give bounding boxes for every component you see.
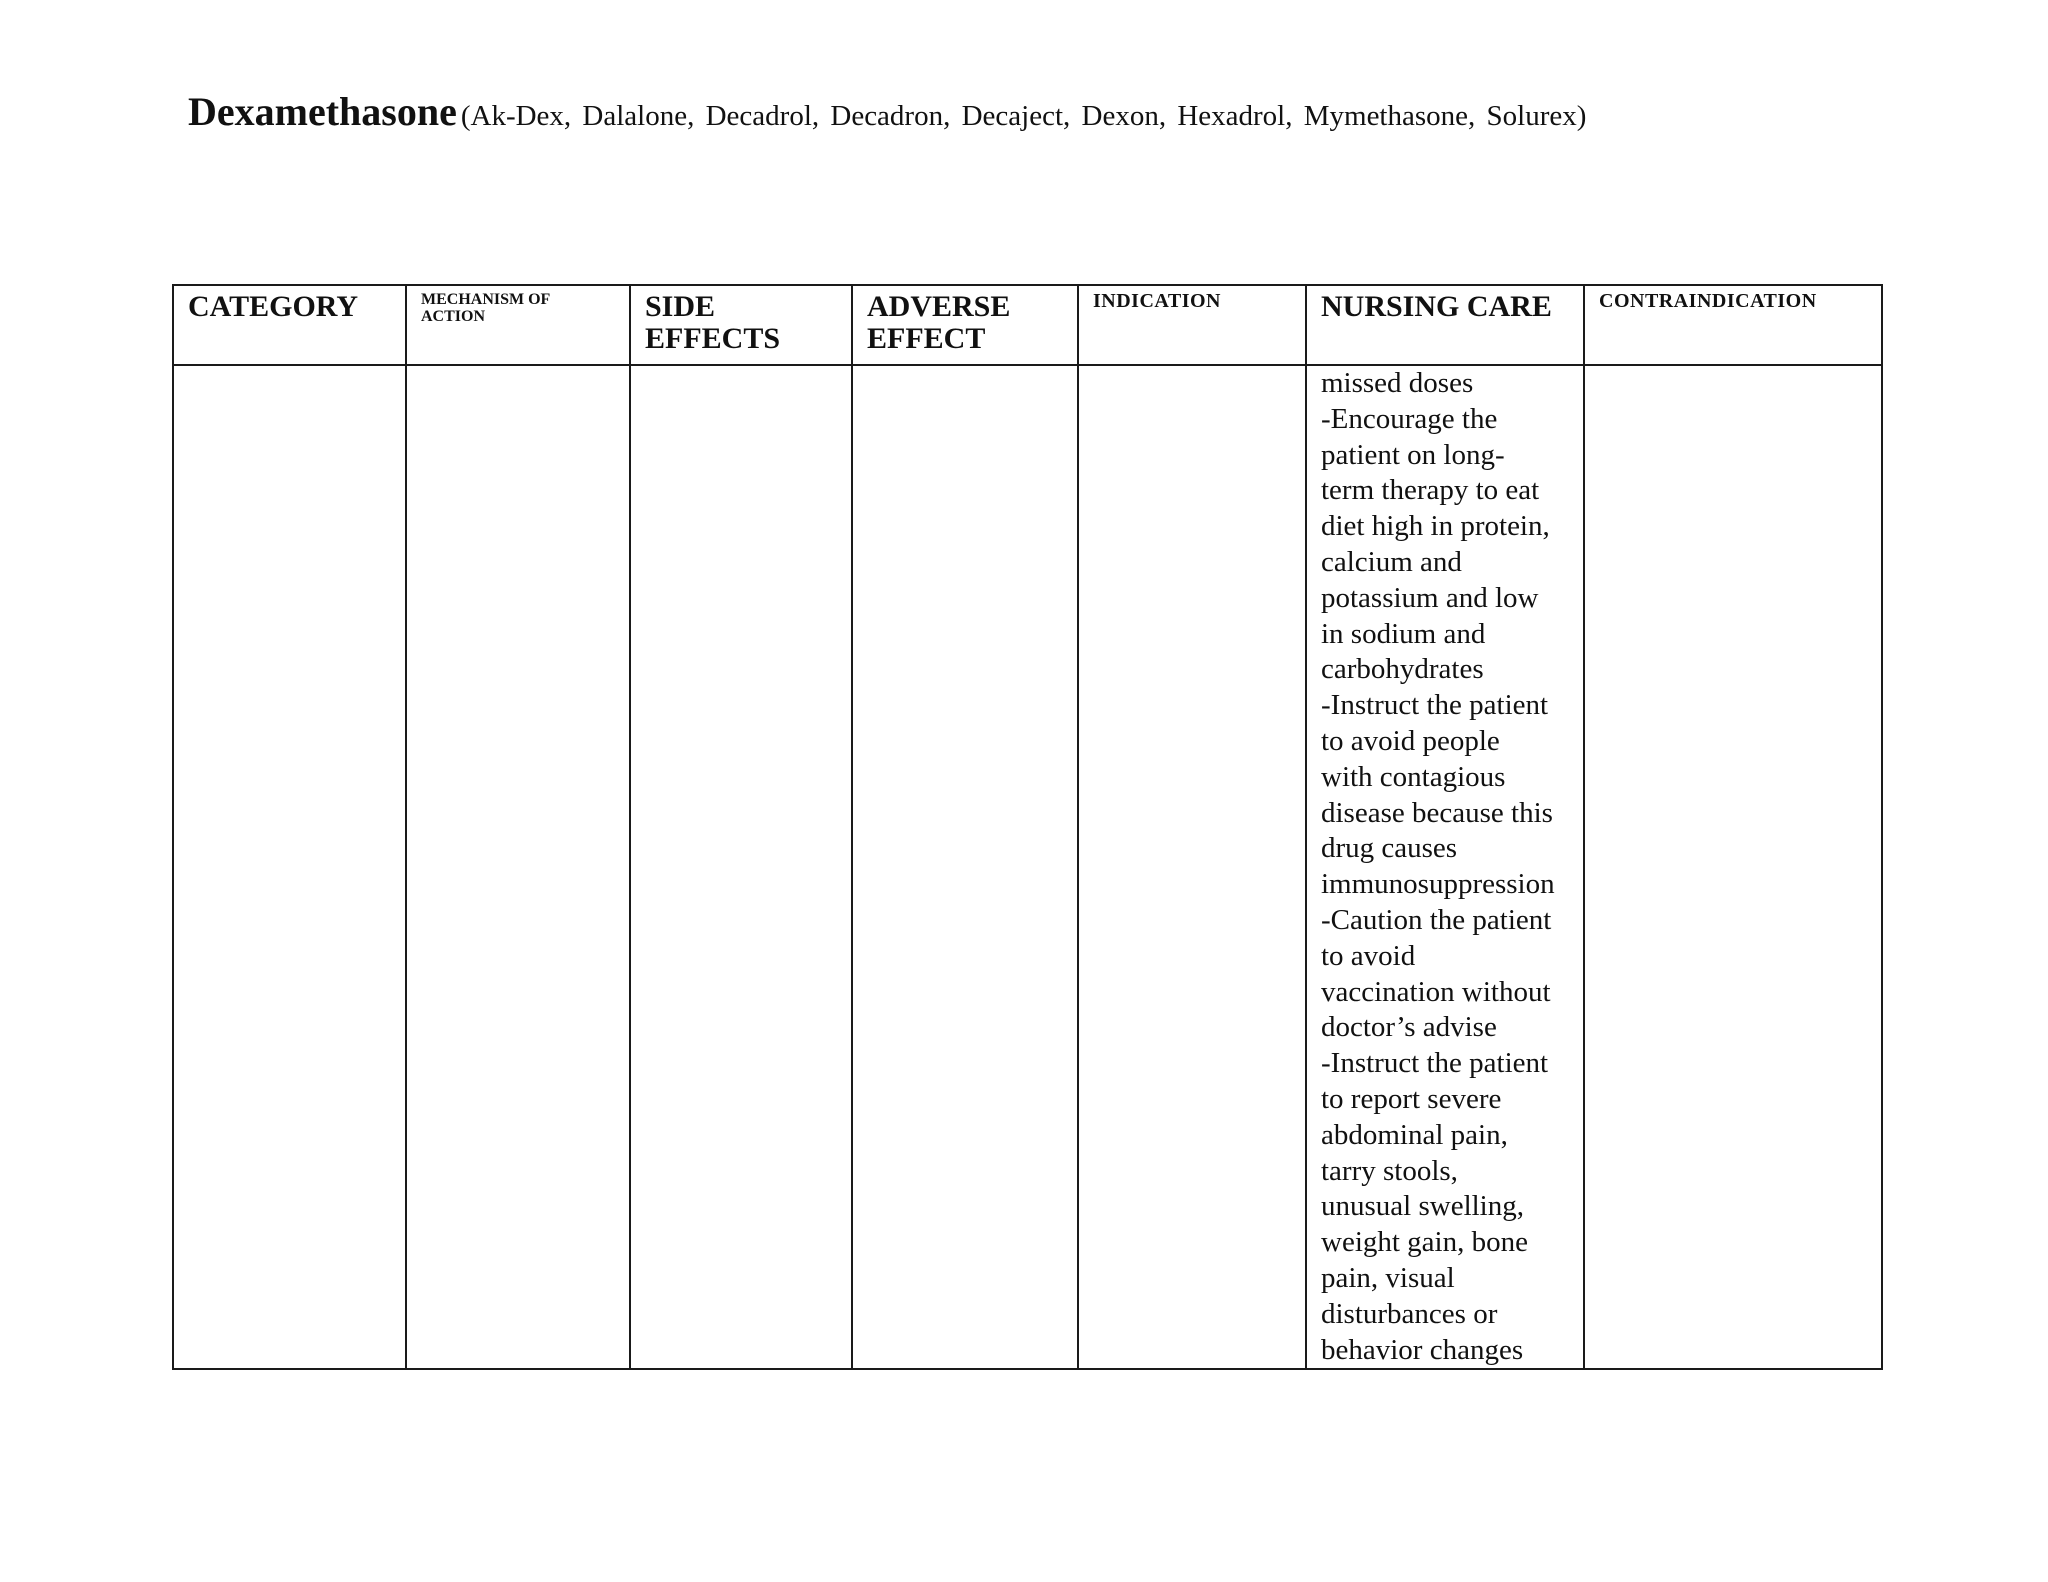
table-row (173, 365, 1882, 1369)
nursing-care-line: behavior changes (1321, 1333, 1524, 1366)
nursing-care-line: drug causes (1321, 832, 1458, 865)
nursing-care-line: in sodium and (1321, 617, 1486, 650)
nursing-care-line: potassium and low (1321, 581, 1539, 614)
nursing-care-line: carbohydrates (1321, 653, 1484, 686)
nursing-care-line: to avoid (1321, 939, 1416, 972)
nursing-care-line: to report severe (1321, 1082, 1502, 1115)
header-nursing-care (1306, 285, 1584, 365)
header-indication-label: INDICATION (1093, 290, 1221, 312)
nursing-care-line: -Instruct the patient (1321, 689, 1549, 722)
header-mechanism-label-line1: MECHANISM OF (421, 291, 551, 308)
nursing-care-line: -Instruct the patient (1321, 1047, 1549, 1080)
cell-nursing-care (1306, 365, 1584, 1369)
header-side-effects-line2: EFFECTS (645, 322, 781, 356)
nursing-care-line: with contagious (1321, 760, 1506, 793)
header-mechanism-label-line2: ACTION (421, 308, 486, 326)
nursing-care-line: patient on long- (1321, 438, 1505, 471)
header-category (173, 285, 406, 365)
drug-info-table (172, 284, 1883, 1370)
table-header-row (173, 285, 1882, 365)
drug-name: Dexamethasone (188, 89, 457, 134)
header-side-effects (630, 285, 852, 365)
nursing-care-line: diet high in protein, (1321, 510, 1550, 543)
nursing-care-line: missed doses (1321, 367, 1474, 399)
nursing-care-line: disturbances or (1321, 1297, 1498, 1330)
header-adverse-effect (852, 285, 1078, 365)
header-adverse-effect-line1: ADVERSE (867, 290, 1011, 323)
nursing-care-line: pain, visual (1321, 1261, 1455, 1294)
cell-contraindication (1584, 365, 1882, 1369)
nursing-care-line: unusual swelling, (1321, 1190, 1524, 1223)
nursing-care-line: disease because this (1321, 796, 1553, 829)
cell-adverse-effect (852, 365, 1078, 1369)
cell-indication (1078, 365, 1306, 1369)
nursing-care-line: immunosuppression (1321, 868, 1555, 901)
nursing-care-line: to avoid people (1321, 724, 1500, 757)
header-indication (1078, 285, 1306, 365)
nursing-care-line: term therapy to eat (1321, 474, 1540, 507)
nursing-care-line: tarry stools, (1321, 1154, 1458, 1187)
header-side-effects-line1: SIDE (645, 290, 716, 323)
cell-category (173, 365, 406, 1369)
header-category-label: CATEGORY (188, 290, 359, 323)
nursing-care-line: abdominal pain, (1321, 1118, 1508, 1151)
header-adverse-effect-line2: EFFECT (867, 322, 986, 356)
header-contraindication-label: CONTRAINDICATION (1599, 290, 1817, 312)
nursing-care-line: -Caution the patient (1321, 903, 1552, 936)
cell-mechanism-of-action (406, 365, 630, 1369)
nursing-care-line: doctor’s advise (1321, 1011, 1497, 1044)
nursing-care-line: calcium and (1321, 545, 1462, 578)
document-title (188, 89, 1587, 134)
nursing-care-line: -Encourage the (1321, 402, 1498, 435)
header-mechanism-of-action (406, 285, 630, 365)
nursing-care-line: weight gain, bone (1321, 1226, 1528, 1259)
brand-names: (Ak-Dex, Dalalone, Decadrol, Decadron, Decaject, Dexon, Hexadrol, Mymethasone, Solurex) (460, 100, 1587, 132)
cell-side-effects (630, 365, 852, 1369)
header-contraindication (1584, 285, 1882, 365)
nursing-care-line: vaccination without (1321, 975, 1551, 1008)
header-nursing-care-label: NURSING CARE (1321, 290, 1552, 323)
